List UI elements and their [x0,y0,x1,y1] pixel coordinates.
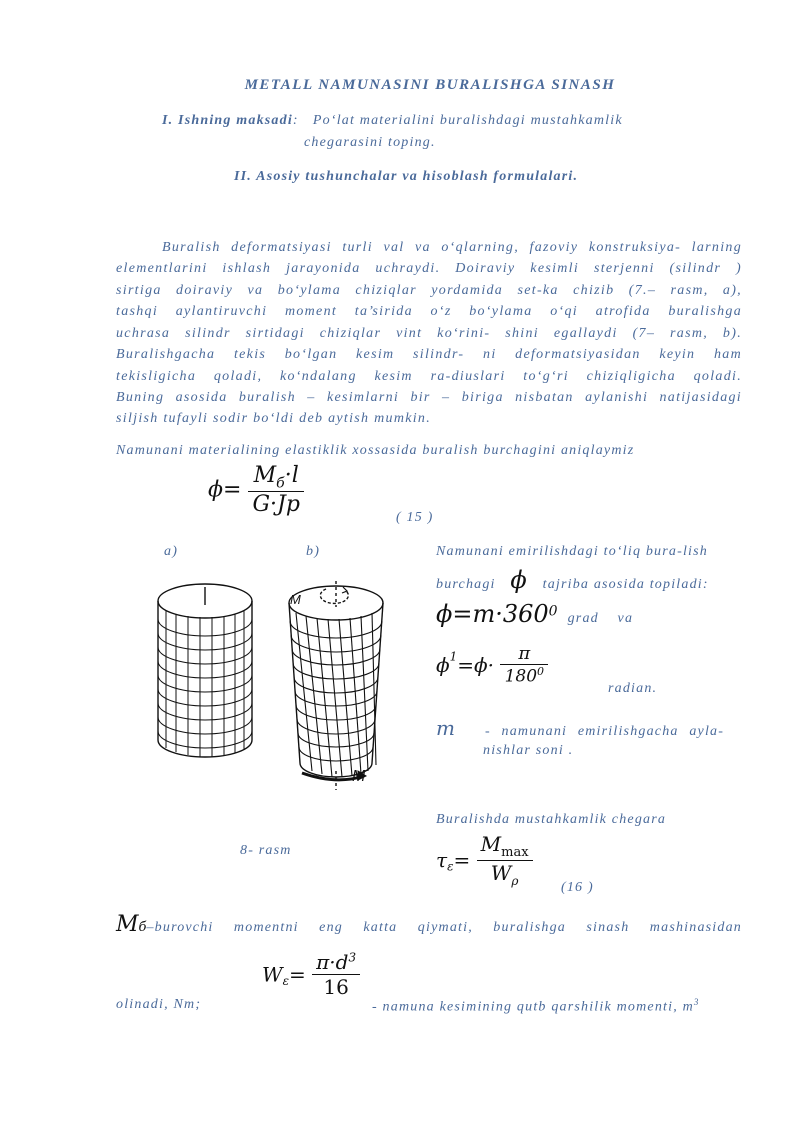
formula-16: $\tau_\varepsilon=$ $\frac{M_{max}}{W_\rho}$ [436,832,533,888]
figure-label-a: a) [164,544,179,559]
strength-label: Buralishda mustahkamlik chegara [436,812,667,827]
paragraph-line: Buning asosida buralish – kesimlarni bir – biriga nisbatan aylanishi natijasidagi [116,390,742,405]
formula-radian: $\phi^1=\phi\cdot$ $\frac{\pi}{180^0}$ [436,643,548,687]
formula-15-fraction: $\frac{M_б\cdot l}{G\cdot Jp}$ [248,463,303,517]
m-symbol: m [436,716,455,740]
paragraph-line: tekisligicha qoladi, ko‘ndalang kesim ra-diuslari to‘g‘ri chiziqligicha qoladi. [116,369,742,384]
paragraph-line: elementlarini ishlash jarayonida uchraydi. Doiraviy kesimli sterjenni (silindr ) [116,261,742,276]
formula-revolutions: $\phi=m\cdot 360^0$ grad va [436,600,634,628]
formula-w: $W_\varepsilon=$ $\frac{\pi\cdot d^3}{16}$ [262,950,360,999]
cylinder-b [289,581,383,790]
formula-16-number: (16 ) [561,880,594,895]
angle-intro: Namunani materialining elastiklik xossasida buralish burchagini aniqlaymiz [116,443,635,458]
paragraph-line: sirtiga doiraviy va bo‘ylama chiziqlar yordamida set-ka chizib (7.– rasm, a), [116,283,742,298]
paragraph-line: tashqi aylantiruvchi moment ta’sirida o‘z bo‘ylama o‘qi atrofida buralishga [116,304,742,319]
cylinder-figure [140,575,390,795]
figure-label-b: b) [306,544,321,559]
paragraph-line: siljish tufayli sodir bo‘ldi deb aytish mumkin. [116,411,432,426]
unit-grad: grad va [567,611,634,626]
m-definition-2: nishlar soni . [483,743,574,758]
moment-definition: M б –burovchi momentni eng katta qiymati, buralishga sinash mashinasidan [116,912,742,937]
page-title: METALL NAMUNASINI BURALISHGA SINASH [244,77,616,93]
paragraph-line: Buralish deformatsiyasi turli val va o‘qlarning, fazoviy konstruksiya- larning [162,240,742,255]
goal-label: I. Ishning maksadi [162,113,293,128]
goal-line: I. Ishning maksadi: Po‘lat materialini buralishdagi mustahkamlik [162,113,623,128]
section-heading: II. Asosiy tushunchalar va hisoblash formulalari. [234,169,579,184]
right-line-2: burchagi ϕ tajriba asosida topiladi: [436,566,709,594]
formula-15 [208,463,304,517]
formula-15-lhs: ϕ= [208,477,242,503]
right-line-1: Namunani emirilishdagi to‘liq bura-lish [436,544,708,559]
phi-symbol: ϕ [510,566,528,594]
goal-text-2: chegarasini toping. [304,135,436,150]
goal-text: Po‘lat materialini buralishdagi mustahkamlik [312,113,623,128]
moment-label-top: M [290,592,301,607]
paragraph-line: Buralishgacha tekis bo‘lgan kesim silindr- ni deformatsiyasidan keyin ham [116,347,742,362]
paragraph-line: uchrasa silindr sirtidagi chiziqlar vint ko‘rini- shini egallaydi (7– rasm, b). [116,326,742,341]
moment-definition-2: olinadi, Nm; [116,997,202,1012]
m-definition: m - namunani emirilishgacha ayla- [436,716,725,740]
cylinder-a [158,584,252,757]
unit-radian: radian. [608,681,658,696]
formula-15-number: ( 15 ) [396,510,434,525]
w-definition: - namuna kesimining qutb qarshilik momenti, $m^3$ [372,997,700,1015]
moment-label-bottom: M [352,768,366,785]
figure-caption: 8- rasm [240,843,292,858]
